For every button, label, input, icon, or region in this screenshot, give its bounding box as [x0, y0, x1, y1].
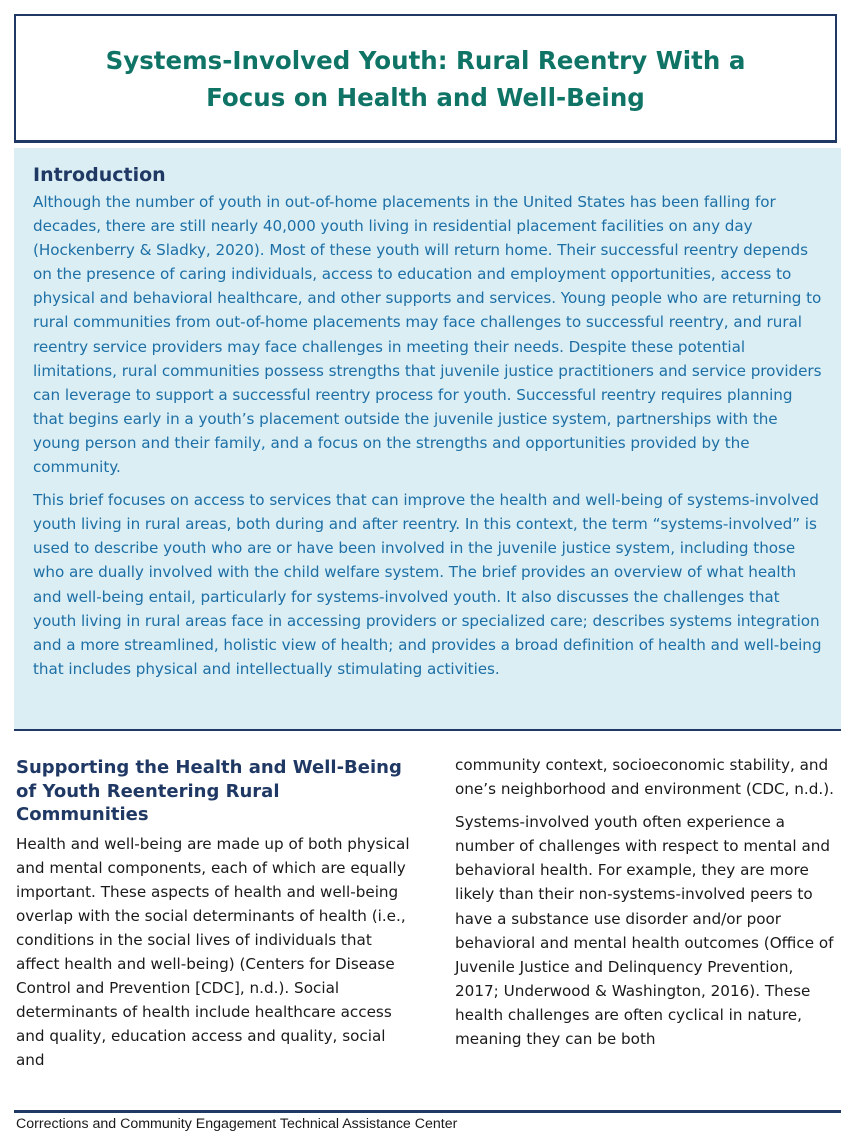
body-paragraph: Health and well-being are made up of both physical and mental components, each of which are equally important. These aspects of health and well-being overlap with the social determinants of health (i.e., conditions in the social lives of individuals that affect health and well-being) (Centers for Disease Control and Prevention [CDC], n.d.). Social determinants of health include healthcare access and quality, education access and quality, social and	[16, 834, 410, 1070]
footer-organization-name: Corrections and Community Engagement Technical Assistance Center	[16, 1116, 458, 1132]
introduction-heading: Introduction	[33, 164, 166, 186]
footer-divider	[14, 1110, 841, 1113]
introduction-paragraph: Although the number of youth in out-of-home placements in the United States has been falling for decades, there are still nearly 40,000 youth living in residential placement facilities on any day (Hockenberry & Sladky, 2020). Most of these youth will return home. Their successful reentry depends on the presence of caring individuals, access to education and employment opportunities, access to physical and behavioral healthcare, and other supports and services. Young people who are returning to rural communities from out-of-home placements may face challenges to successful reentry, and rural reentry service providers may face challenges in meeting their needs. Despite these potential limitations, rural communities possess strengths that juvenile justice practitioners and service providers can leverage to support a successful reentry process for youth. Successful reentry requires planning that begins early in a youth’s placement outside the juvenile justice system, partnerships with the young person and their family, and a focus on the strengths and opportunities provided by the community.	[33, 193, 822, 477]
right-column	[455, 753, 840, 1060]
introduction-paragraph: This brief focuses on access to services that can improve the health and well-being of systems-involved youth living in rural areas, both during and after reentry. In this context, the term “systems-involved” is used to describe youth who are or have been involved in the juvenile justice system, including those who are dually involved with the child welfare system. The brief provides an overview of what health and well-being entail, particularly for systems-involved youth. It also discusses the challenges that youth living in rural areas face in accessing providers or specialized care; describes systems integration and a more streamlined, holistic view of health; and provides a broad definition of health and well-being that includes physical and intellectually stimulating activities.	[33, 491, 822, 678]
document-title: Systems-Involved Youth: Rural Reentry With a Focus on Health and Well-Being	[105, 46, 746, 112]
body-paragraph: community context, socioeconomic stability, and one’s neighborhood and environment (CDC, n.d.).	[455, 756, 834, 799]
introduction-box	[14, 148, 841, 731]
left-column	[16, 753, 411, 1081]
body-paragraph: Systems-involved youth often experience a number of challenges with respect to mental and behavioral health. For example, they are more likely than their non-systems-involved peers to have a substance use disorder and/or poor behavioral and mental health outcomes (Office of Juvenile Justice and Delinquency Prevention, 2017; Underwood & Washington, 2016). These health challenges are often cyclical in nature, meaning they can be both	[455, 813, 834, 1049]
section-heading: Supporting the Health and Well-Being of Youth Reentering Rural Communities	[16, 757, 402, 825]
document-title-box	[14, 14, 837, 143]
